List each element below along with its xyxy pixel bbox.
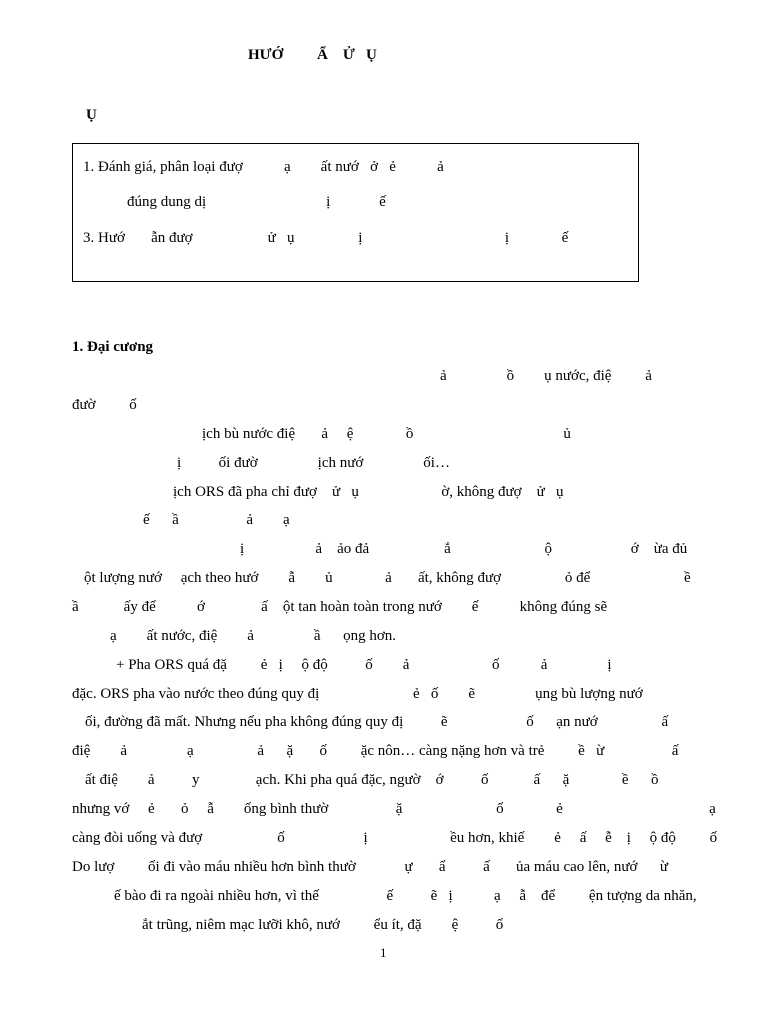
page-number: 1 xyxy=(380,945,387,960)
body-line: ạ ất nước, điệ ả ầ ọng hơn. xyxy=(110,628,397,644)
objective-item: 1. Đánh giá, phân loại đượ ạ ất nướ ở ẻ ả xyxy=(83,159,444,175)
body-line: ắt trũng, niêm mạc lưỡi khô, nướ ểu ít, đặ ệ ố xyxy=(142,917,504,933)
body-line: ột lượng nướ ạch theo hướ ẫ ủ ả ất, không đượ ỏ để ề xyxy=(84,570,691,586)
body-line: ế bào đi ra ngoài nhiều hơn, vì thế ế ẽ ị ạ ẫ để ện tượng da nhăn, xyxy=(114,888,697,904)
objectives-heading: Ụ xyxy=(86,107,97,123)
body-line: đặc. ORS pha vào nước theo đúng quy đị ẻ ố ẽ ụng bù lượng nướ xyxy=(72,686,643,702)
body-line: ế ầ ả ạ xyxy=(143,512,290,528)
body-line: + Pha ORS quá đặ ẻ ị ộ độ ố ả ố ả ị xyxy=(116,657,612,673)
body-line: càng đòi uống và đượ ố ị ều hơn, khiế ẻ ấ ễ ị ộ độ ố xyxy=(72,830,718,846)
objective-item: 3. Hướ ẫn đượ ử ụ ị ị ế xyxy=(83,230,569,246)
body-line: nhưng vớ ẻ ỏ ẫ ống bình thườ ặ ố ẻ ạ xyxy=(72,801,716,817)
body-line: ị ả ảo đả ắ ộ ớ ừa đủ xyxy=(240,541,688,557)
body-line: ị ối đườ ịch nướ ối… xyxy=(177,455,450,471)
body-line: ối, đường đã mất. Nhưng nếu pha không đúng quy đị ẽ ố ạn nướ ấ xyxy=(85,714,669,730)
objective-item: đúng dung dị ị ế xyxy=(127,194,386,210)
body-line: ịch ORS đã pha chỉ đượ ử ụ ờ, không đượ ử ụ xyxy=(173,484,564,500)
body-line: đườ ố xyxy=(72,397,137,413)
body-line: ầ ấy để ớ ấ ột tan hoàn toàn trong nướ ế không đúng sẽ xyxy=(72,599,608,615)
section-heading: 1. Đại cương xyxy=(72,339,154,355)
body-line: ất điệ ả y ạch. Khi pha quá đặc, ngườ ớ ố ấ ặ ề ồ xyxy=(85,772,659,788)
body-line: Do lượ ối đi vào máu nhiều hơn bình thườ ự ẩ ấ ủa máu cao lên, nướ ừ xyxy=(72,859,669,875)
document-title: HƯỚ Ẩ Ử Ụ xyxy=(248,47,377,63)
body-line: điệ ả ạ ả ặ ố ặc nôn… càng nặng hơn và trẻ ề ừ ấ xyxy=(72,743,679,759)
body-line: ả ồ ụ nước, điệ ả xyxy=(440,368,652,384)
body-line: ịch bù nước điệ ả ệ ồ ủ xyxy=(202,426,571,442)
